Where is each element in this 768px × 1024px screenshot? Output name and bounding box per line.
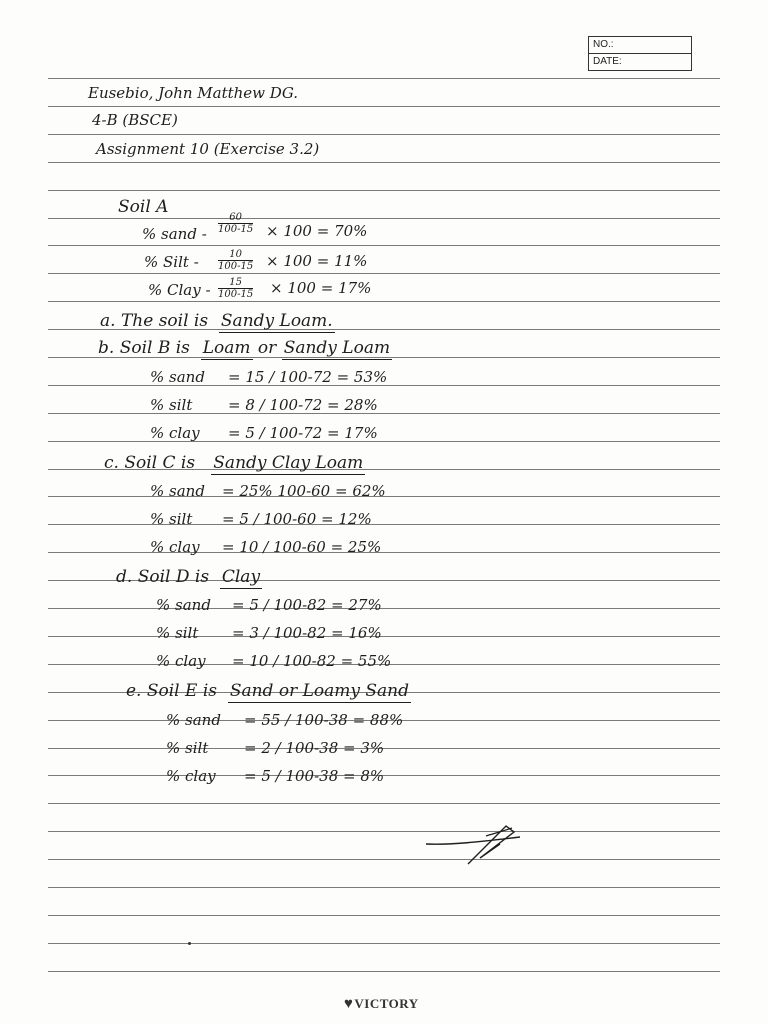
soil-a-silt-label: % Silt - [144,253,199,271]
soil-a-sand-num: 60 [218,212,253,224]
answer-e-clay-label: % clay [166,767,216,785]
ruled-line [48,971,720,972]
ruled-line [48,162,720,163]
answer-c-silt-eq: = 5 / 100-60 = 12% [222,510,372,528]
student-section: 4-B (BSCE) [92,111,178,129]
answer-b-clay-label: % clay [150,424,200,442]
answer-c-sand-eq: = 25% 100-60 = 62% [222,482,386,500]
soil-a-clay-expr: × 100 = 17% [270,279,372,297]
answer-d-sand-label: % sand [156,596,211,614]
soil-a-sand-fraction [218,212,253,235]
brand-logo [344,996,419,1013]
answer-b-silt-label: % silt [150,396,193,414]
answer-d-result: Clay [221,567,261,587]
answer-d-sand-eq: = 5 / 100-82 = 27% [232,596,382,614]
soil-a-sand-expr: × 100 = 70% [266,222,368,240]
answer-a [100,311,335,331]
ruled-line [48,524,720,525]
assignment-title: Assignment 10 (Exercise 3.2) [96,140,320,158]
answer-c-sand-label: % sand [150,482,205,500]
answer-a-prefix: a. The soil is [100,311,209,331]
ruled-line [48,915,720,916]
student-name: Eusebio, John Matthew DG. [88,84,299,102]
answer-c [104,453,365,473]
ruled-line [48,803,720,804]
victory-v-icon: ♥ [344,996,354,1012]
soil-a-clay-label: % Clay - [148,281,211,299]
ruled-line [48,134,720,135]
answer-d-silt-eq: = 3 / 100-82 = 16% [232,624,382,642]
soil-a-title: Soil A [118,197,169,217]
answer-b-result: Loam [202,338,251,358]
answer-b-prefix: b. Soil B is [98,338,190,358]
ruled-line [48,273,720,274]
answer-b-connector: or [257,338,277,358]
date-label: DATE: [589,53,691,70]
soil-a-clay-num: 15 [218,277,253,289]
answer-c-silt-label: % silt [150,510,193,528]
soil-a-clay-fraction [218,277,253,300]
ruled-line [48,608,720,609]
answer-d-prefix: d. Soil D is [116,567,210,587]
ruled-line [48,636,720,637]
soil-a-silt-expr: × 100 = 11% [266,252,368,270]
answer-e [126,681,411,701]
soil-a-sand-label: % sand - [142,225,207,243]
answer-b-silt-eq: = 8 / 100-72 = 28% [228,396,378,414]
ruled-line [48,441,720,442]
ruled-line [48,245,720,246]
ruled-line [48,943,720,944]
soil-a-sand-den: 100-15 [218,224,254,235]
ink-dot [188,942,191,945]
answer-c-clay-label: % clay [150,538,200,556]
answer-e-clay-eq: = 5 / 100-38 = 8% [244,767,385,785]
header-box [588,36,692,71]
answer-b-sand-eq: = 15 / 100-72 = 53% [228,368,388,386]
ruled-line [48,106,720,107]
answer-a-result: Sandy Loam. [220,311,333,331]
ruled-line [48,859,720,860]
answer-b-result2: Sandy Loam [283,338,391,358]
answer-d-clay-label: % clay [156,652,206,670]
answer-c-prefix: c. Soil C is [104,453,196,473]
answer-b-sand-label: % sand [150,368,205,386]
answer-d [116,567,262,587]
signature-mark [420,818,530,872]
ruled-line [48,887,720,888]
answer-c-result: Sandy Clay Loam [213,453,364,473]
answer-e-sand-eq: = 55 / 100-38 = 88% [244,711,404,729]
answer-e-sand-label: % sand [166,711,221,729]
ruled-line [48,413,720,414]
soil-a-silt-den: 100-15 [218,261,254,272]
soil-a-silt-fraction [218,249,253,272]
answer-d-silt-label: % silt [156,624,199,642]
brand-text: VICTORY [354,996,419,1011]
answer-c-clay-eq: = 10 / 100-60 = 25% [222,538,382,556]
answer-e-silt-label: % silt [166,739,209,757]
answer-e-silt-eq: = 2 / 100-38 = 3% [244,739,385,757]
ruled-line [48,552,720,553]
soil-a-clay-den: 100-15 [218,289,254,300]
ruled-line [48,831,720,832]
no-label: NO.: [593,39,614,50]
answer-d-clay-eq: = 10 / 100-82 = 55% [232,652,392,670]
answer-e-result: Sand or Loamy Sand [229,681,410,701]
ruled-line [48,190,720,191]
ruled-line [48,78,720,79]
ruled-line [48,218,720,219]
ruled-line [48,301,720,302]
answer-b [98,338,392,358]
soil-a-silt-num: 10 [218,249,253,261]
answer-b-clay-eq: = 5 / 100-72 = 17% [228,424,378,442]
answer-e-prefix: e. Soil E is [126,681,218,701]
